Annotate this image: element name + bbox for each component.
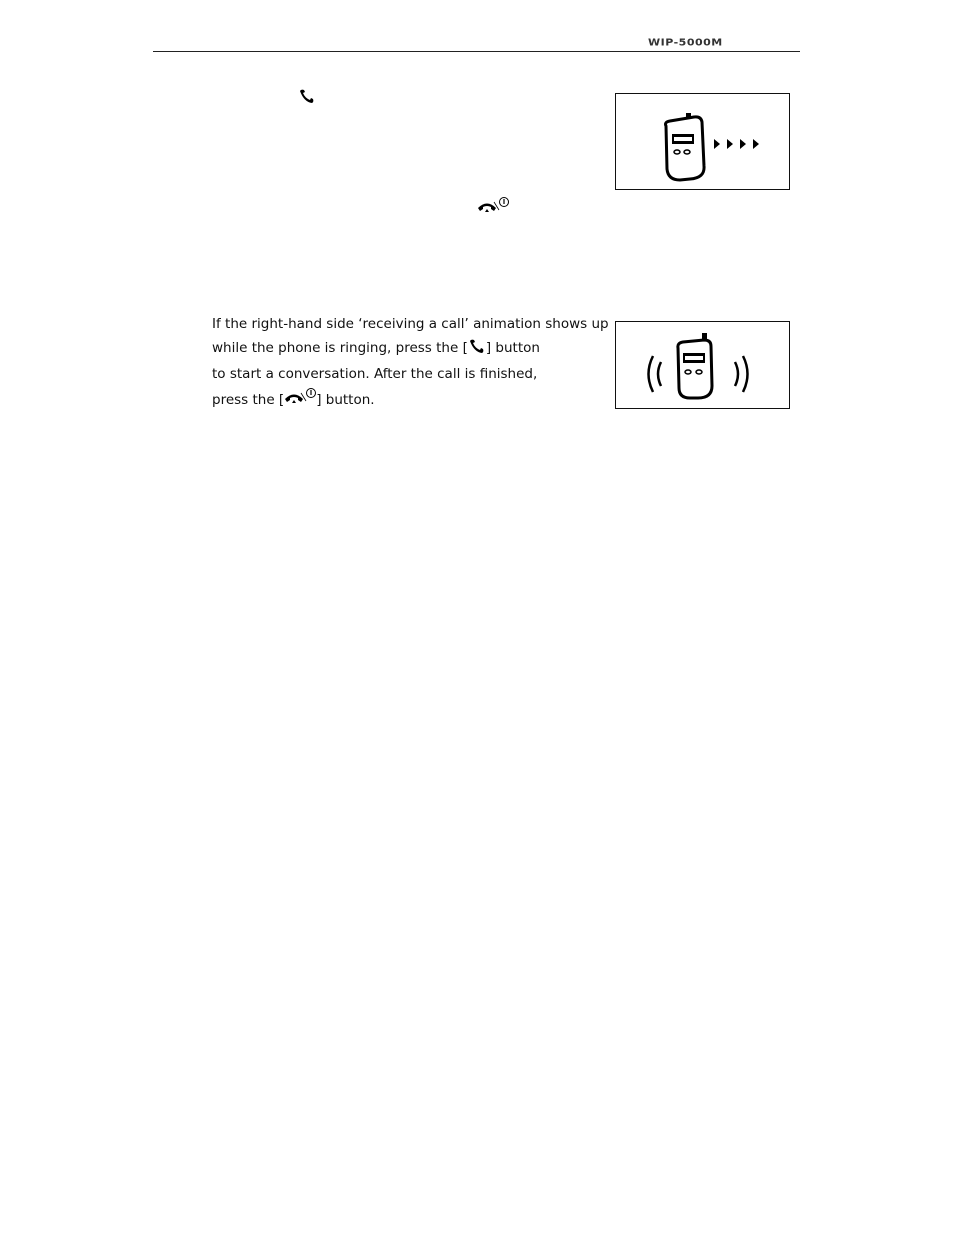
- call-handset-icon: [298, 87, 316, 109]
- calling-animation-figure: [615, 93, 790, 190]
- paragraph-line-4-start: press the [: [212, 391, 285, 408]
- paragraph-line-2-start: while the phone is ringing, press the [: [212, 339, 468, 356]
- paragraph-line-4-end: ] button.: [316, 391, 375, 408]
- paragraph-line-2-end: ] button: [485, 339, 540, 356]
- paragraph-line-3: to start a conversation. After the call is finished,: [212, 366, 538, 382]
- instruction-paragraph: [212, 313, 612, 415]
- paragraph-line-2: [212, 337, 612, 364]
- end-call-power-icon: [477, 196, 509, 220]
- phone-calling-icon: [616, 94, 789, 189]
- page-header-model: WIP-5000M: [648, 36, 723, 49]
- header-rule: [153, 51, 800, 52]
- paragraph-line-1: If the right-hand side ‘receiving a call’ animation shows up: [212, 316, 609, 332]
- phone-ringing-icon: [616, 322, 789, 408]
- receiving-call-animation-figure: [615, 321, 790, 409]
- end-call-power-icon: [284, 387, 316, 416]
- paragraph-line-4: [212, 387, 612, 416]
- call-handset-icon: [468, 337, 486, 364]
